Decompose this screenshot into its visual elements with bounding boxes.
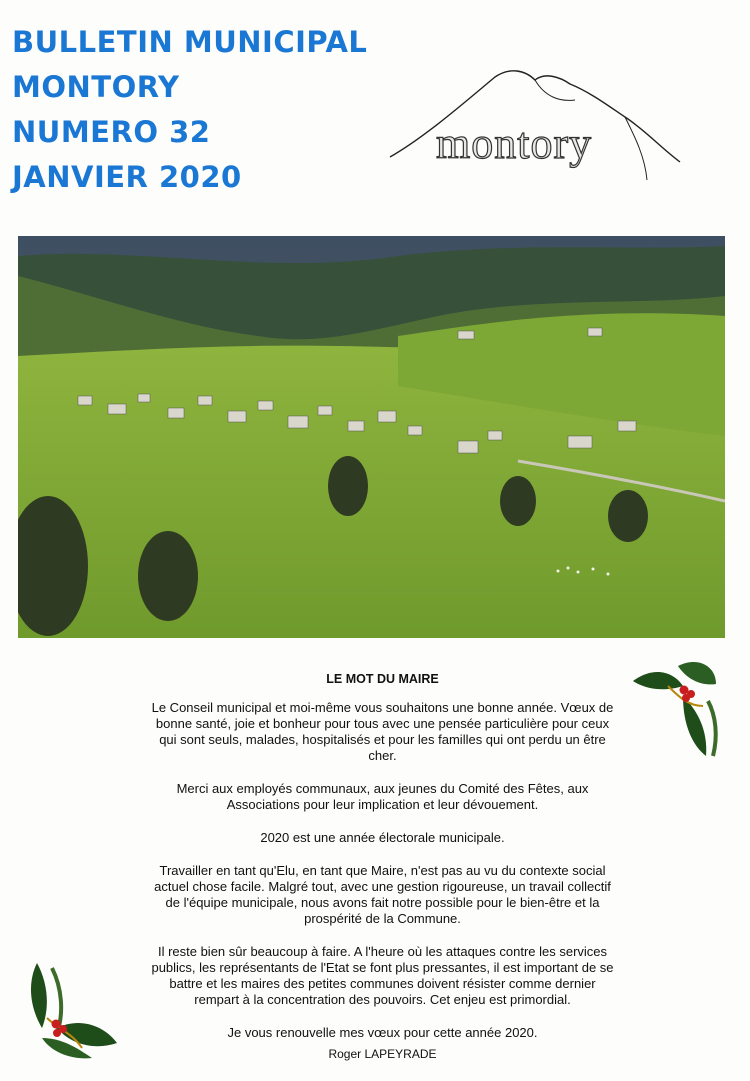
bulletin-header: [12, 20, 367, 200]
paragraph-election: 2020 est une année électorale municipale.: [260, 830, 505, 845]
montory-logo-text: montory: [436, 119, 593, 168]
header-line-issue: NUMERO 32: [12, 115, 211, 149]
paragraph-wishes: Le Conseil municipal et moi-même vous souhaitons une bonne année. Vœux de bonne santé, joie et bonheur pour tous avec une pensée particulière pour ceux qui sont seuls, malades, hospitalisés et pour les familles qui ont perdu un être cher.: [151, 700, 614, 763]
mayor-message: [150, 672, 615, 1058]
paragraph-thanks: Merci aux employés communaux, aux jeunes du Comité des Fêtes, aux Associations pour leur implication et leur dévouement.: [176, 781, 589, 812]
paragraph-closing: Je vous renouvelle mes vœux pour cette année 2020.: [227, 1025, 538, 1040]
village-landscape-photo: [18, 236, 725, 638]
signature: Roger LAPEYRADE: [328, 1047, 437, 1061]
header-line-bulletin: BULLETIN MUNICIPAL: [12, 25, 368, 59]
article-title: LE MOT DU MAIRE: [326, 672, 439, 686]
header-line-date: JANVIER 2020: [12, 160, 242, 194]
paragraph-challenges: Il reste bien sûr beaucoup à faire. A l'heure où les attaques contre les services publics, les représentants de l'Etat se font plus pressantes, il est important de se battre et les maires des petites communes doivent résister comme dernier rempart à la concentration des pouvoirs. Cet enjeu est primordial.: [151, 944, 614, 1007]
header-line-commune: MONTORY: [12, 70, 180, 104]
paragraph-work: Travailler en tant qu'Elu, en tant que Maire, n'est pas au vu du contexte social actuel chose facile. Malgré tout, avec une gestion rigoureuse, un travail collectif de l'équipe municipale, nous avons fait notre possible pour le bien-être et la prospérité de la Commune.: [154, 863, 611, 926]
holly-decoration-icon: [22, 958, 118, 1060]
holly-decoration-icon: [628, 656, 720, 762]
